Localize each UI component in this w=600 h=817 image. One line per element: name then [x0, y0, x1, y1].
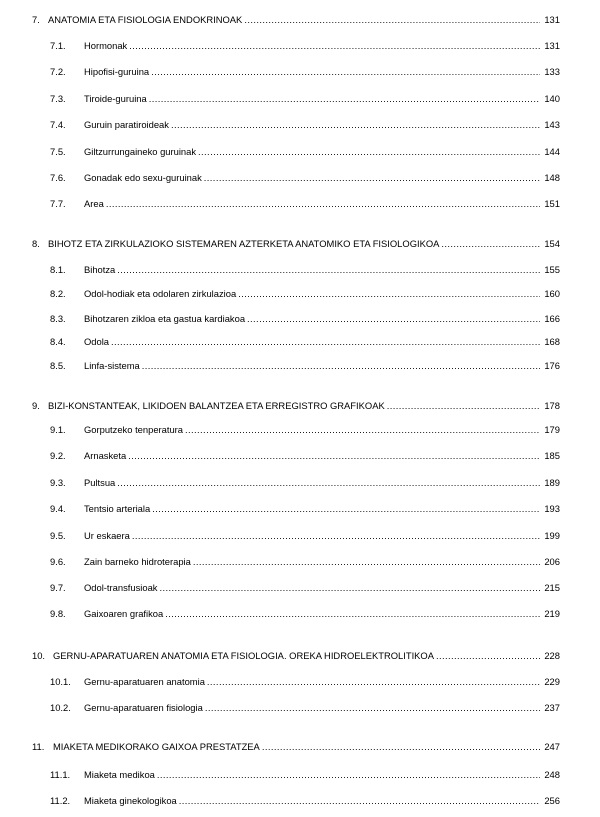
dot-leader — [198, 145, 540, 158]
chapter-title: MIAKETA MEDIKORAKO GAIXOA PRESTATZEA — [53, 741, 260, 752]
section-title: Ur eskaera — [84, 530, 130, 541]
dot-leader — [185, 423, 540, 436]
dot-leader — [152, 502, 540, 515]
dot-leader — [441, 237, 540, 250]
dot-leader — [179, 794, 540, 807]
chapter-number: 9. — [32, 400, 40, 411]
section-title: Pultsua — [84, 477, 116, 488]
dot-leader — [171, 118, 540, 131]
page-number: 206 — [544, 556, 560, 567]
page-number: 154 — [544, 238, 560, 249]
dot-leader — [165, 607, 540, 620]
toc-section-10-2[interactable] — [50, 701, 560, 714]
chapter-title: GERNU-APARATUAREN ANATOMIA ETA FISIOLOGIA. OREKA HIDROELEKTROLITIKOA — [53, 650, 434, 661]
toc-section-8-2[interactable] — [50, 287, 560, 300]
dot-leader — [387, 399, 540, 412]
page-number: 160 — [544, 288, 560, 299]
section-title: Bihotzaren zikloa eta gastua kardiakoa — [84, 313, 246, 324]
dot-leader — [204, 171, 540, 184]
dot-leader — [117, 263, 540, 276]
section-title: Gaixoaren grafikoa — [84, 608, 164, 619]
toc-section-9-5[interactable] — [50, 529, 560, 542]
dot-leader — [142, 359, 540, 372]
page-number: 176 — [544, 360, 560, 371]
toc-section-7-3[interactable] — [50, 92, 560, 105]
toc-section-10-1[interactable] — [50, 675, 560, 688]
page-number: 140 — [544, 93, 560, 104]
section-number: 7.4. — [50, 119, 66, 130]
page-number: 131 — [544, 14, 560, 25]
page-number: 237 — [544, 702, 560, 713]
page-number: 155 — [544, 264, 560, 275]
page-number: 215 — [544, 582, 560, 593]
section-number: 9.8. — [50, 608, 66, 619]
toc-chapter-11[interactable] — [32, 740, 560, 753]
section-title: Arnasketa — [84, 450, 127, 461]
toc-section-9-2[interactable] — [50, 449, 560, 462]
toc-section-8-4[interactable] — [50, 335, 560, 348]
section-number: 8.5. — [50, 360, 66, 371]
section-number: 9.1. — [50, 424, 66, 435]
section-title: Giltzurrungaineko guruinak — [84, 146, 197, 157]
chapter-number: 11. — [32, 741, 45, 752]
section-number: 11.2. — [50, 795, 71, 806]
toc-chapter-7[interactable] — [32, 13, 560, 26]
section-title: Hipofisi-guruina — [84, 66, 150, 77]
toc-section-11-2[interactable] — [50, 794, 560, 807]
section-number: 9.3. — [50, 477, 66, 488]
chapter-number: 10. — [32, 650, 46, 661]
dot-leader — [132, 529, 540, 542]
dot-leader — [247, 312, 540, 325]
section-number: 8.4. — [50, 336, 66, 347]
section-number: 9.5. — [50, 530, 66, 541]
chapter-title: BIZI-KONSTANTEAK, LIKIDOEN BALANTZEA ETA ERREGISTRO GRAFIKOAK — [48, 400, 385, 411]
page-number: 229 — [544, 676, 560, 687]
section-number: 8.2. — [50, 288, 66, 299]
page-number: 199 — [544, 530, 560, 541]
dot-leader — [244, 13, 540, 26]
dot-leader — [238, 287, 540, 300]
section-title: Bihotza — [84, 264, 116, 275]
section-title: Gonadak edo sexu-guruinak — [84, 172, 202, 183]
section-number: 7.7. — [50, 198, 66, 209]
dot-leader — [149, 92, 540, 105]
page-number: 228 — [544, 650, 560, 661]
page-number: 144 — [544, 146, 560, 157]
toc-section-8-1[interactable] — [50, 263, 560, 276]
dot-leader — [207, 675, 540, 688]
dot-leader — [436, 649, 540, 662]
toc-section-9-4[interactable] — [50, 502, 560, 515]
page-number: 185 — [544, 450, 560, 461]
dot-leader — [159, 581, 540, 594]
toc-section-7-7[interactable] — [50, 197, 560, 210]
toc-section-7-1[interactable] — [50, 39, 560, 52]
section-number: 7.2. — [50, 66, 66, 77]
section-title: Zain barneko hidroterapia — [84, 556, 191, 567]
section-title: Tentsio arteriala — [84, 503, 151, 514]
page-number: 143 — [544, 119, 560, 130]
chapter-title: ANATOMIA ETA FISIOLOGIA ENDOKRINOAK — [48, 14, 243, 25]
toc-chapter-10[interactable] — [32, 649, 560, 662]
section-title: Odol-transfusioak — [84, 582, 158, 593]
dot-leader — [151, 65, 540, 78]
toc-section-7-2[interactable] — [50, 65, 560, 78]
toc-section-8-5[interactable] — [50, 359, 560, 372]
toc-section-9-6[interactable] — [50, 555, 560, 568]
section-number: 7.5. — [50, 146, 66, 157]
page-number: 166 — [544, 313, 560, 324]
page-number: 247 — [544, 741, 560, 752]
page-number: 256 — [544, 795, 560, 806]
section-title: Gernu-aparatuaren anatomia — [84, 676, 205, 687]
page-number: 189 — [544, 477, 560, 488]
section-title: Odol-hodiak eta odolaren zirkulazioa — [84, 288, 237, 299]
section-title: Gorputzeko tenperatura — [84, 424, 184, 435]
section-title: Linfa-sistema — [84, 360, 140, 371]
toc-section-9-3[interactable] — [50, 476, 560, 489]
section-number: 9.7. — [50, 582, 66, 593]
dot-leader — [205, 701, 540, 714]
section-number: 10.2. — [50, 702, 71, 713]
toc-section-7-4[interactable] — [50, 118, 560, 131]
section-title: Gernu-aparatuaren fisiologia — [84, 702, 203, 713]
toc-section-7-6[interactable] — [50, 171, 560, 184]
page-number: 178 — [544, 400, 560, 411]
toc-chapter-8[interactable] — [32, 237, 560, 250]
dot-leader — [111, 335, 540, 348]
section-number: 7.3. — [50, 93, 66, 104]
section-number: 11.1. — [50, 769, 71, 780]
section-title: Odola — [84, 336, 110, 347]
chapter-number: 8. — [32, 238, 40, 249]
page-number: 219 — [544, 608, 560, 619]
dot-leader — [157, 768, 540, 781]
section-title: Hormonak — [84, 40, 128, 51]
section-number: 9.2. — [50, 450, 66, 461]
page-number: 151 — [544, 198, 560, 209]
toc-section-9-1[interactable] — [50, 423, 560, 436]
section-title: Area — [84, 198, 104, 209]
dot-leader — [129, 39, 540, 52]
toc-section-8-3[interactable] — [50, 312, 560, 325]
section-title: Tiroide-guruina — [84, 93, 147, 104]
section-number: 9.6. — [50, 556, 66, 567]
section-title: Guruin paratiroideak — [84, 119, 169, 130]
section-number: 7.6. — [50, 172, 66, 183]
dot-leader — [262, 740, 540, 753]
section-number: 8.1. — [50, 264, 66, 275]
dot-leader — [193, 555, 540, 568]
dot-leader — [117, 476, 540, 489]
page-number: 168 — [544, 336, 560, 347]
page-number: 248 — [544, 769, 560, 780]
page-number: 133 — [544, 66, 560, 77]
page-number: 179 — [544, 424, 560, 435]
chapter-title: BIHOTZ ETA ZIRKULAZIOKO SISTEMAREN AZTERKETA ANATOMIKO ETA FISIOLOGIKOA — [48, 238, 440, 249]
page-number: 193 — [544, 503, 560, 514]
dot-leader — [106, 197, 540, 210]
page-number: 148 — [544, 172, 560, 183]
toc-section-7-5[interactable] — [50, 145, 560, 158]
toc-chapter-9[interactable] — [32, 399, 560, 412]
toc-section-11-1[interactable] — [50, 768, 560, 781]
dot-leader — [128, 449, 540, 462]
page-number: 131 — [544, 40, 560, 51]
chapter-number: 7. — [32, 14, 40, 25]
section-number: 8.3. — [50, 313, 66, 324]
section-number: 7.1. — [50, 40, 66, 51]
section-title: Miaketa medikoa — [84, 769, 155, 780]
toc-section-9-7[interactable] — [50, 581, 560, 594]
section-number: 9.4. — [50, 503, 66, 514]
section-number: 10.1. — [50, 676, 71, 687]
section-title: Miaketa ginekologikoa — [84, 795, 177, 806]
toc-section-9-8[interactable] — [50, 607, 560, 620]
